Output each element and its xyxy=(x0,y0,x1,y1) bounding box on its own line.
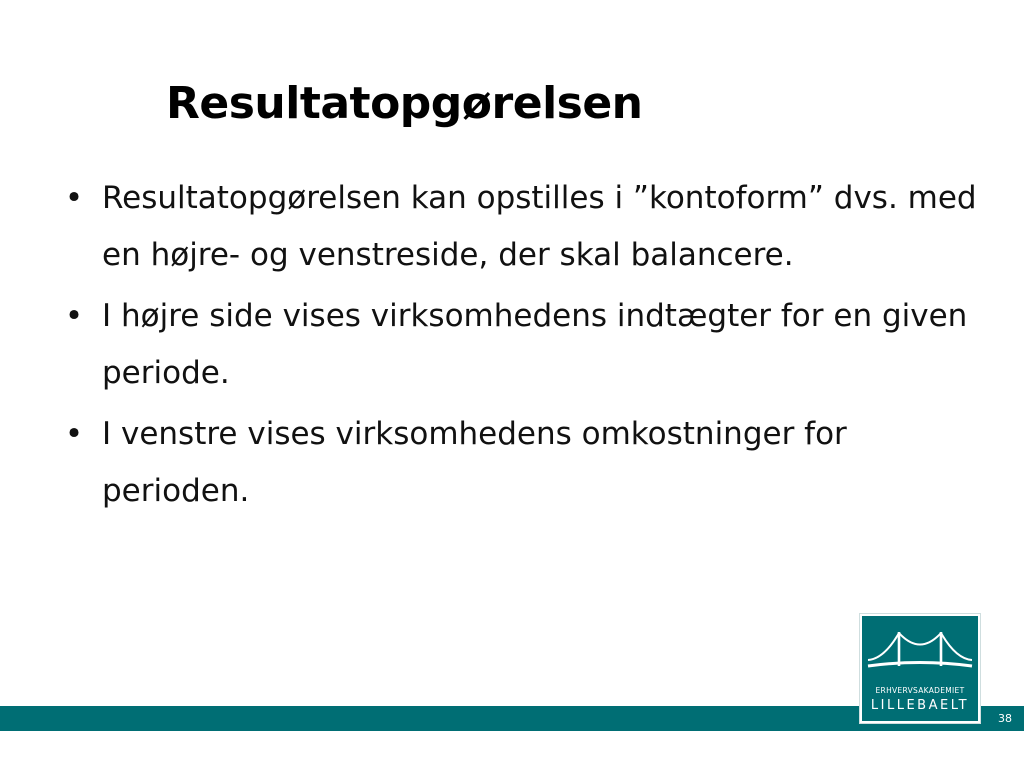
bridge-icon xyxy=(866,626,974,678)
bullet-dot: • xyxy=(64,180,84,216)
erhvervsakademiet-lillebaelt-logo xyxy=(860,614,980,723)
bullet-item xyxy=(62,406,982,520)
slide-title: Resultatopgørelsen xyxy=(166,78,643,129)
bullet-item xyxy=(62,288,982,402)
bullet-text: Resultatopgørelsen kan opstilles i ”kontoform” dvs. med en højre- og venstreside, der skal balancere. xyxy=(102,180,977,273)
logo-text-line2: LILLEBAELT xyxy=(870,698,970,713)
logo-text-line1: ERHVERVSAKADEMIET xyxy=(875,686,965,695)
bullet-item xyxy=(62,170,982,284)
bullet-text: I venstre vises virksomhedens omkostninger for perioden. xyxy=(102,416,847,509)
bullet-list xyxy=(62,170,982,524)
page-number: 38 xyxy=(998,712,1012,725)
bullet-dot: • xyxy=(64,298,84,334)
bullet-text: I højre side vises virksomhedens indtægter for en given periode. xyxy=(102,298,968,391)
bullet-dot: • xyxy=(64,416,84,452)
